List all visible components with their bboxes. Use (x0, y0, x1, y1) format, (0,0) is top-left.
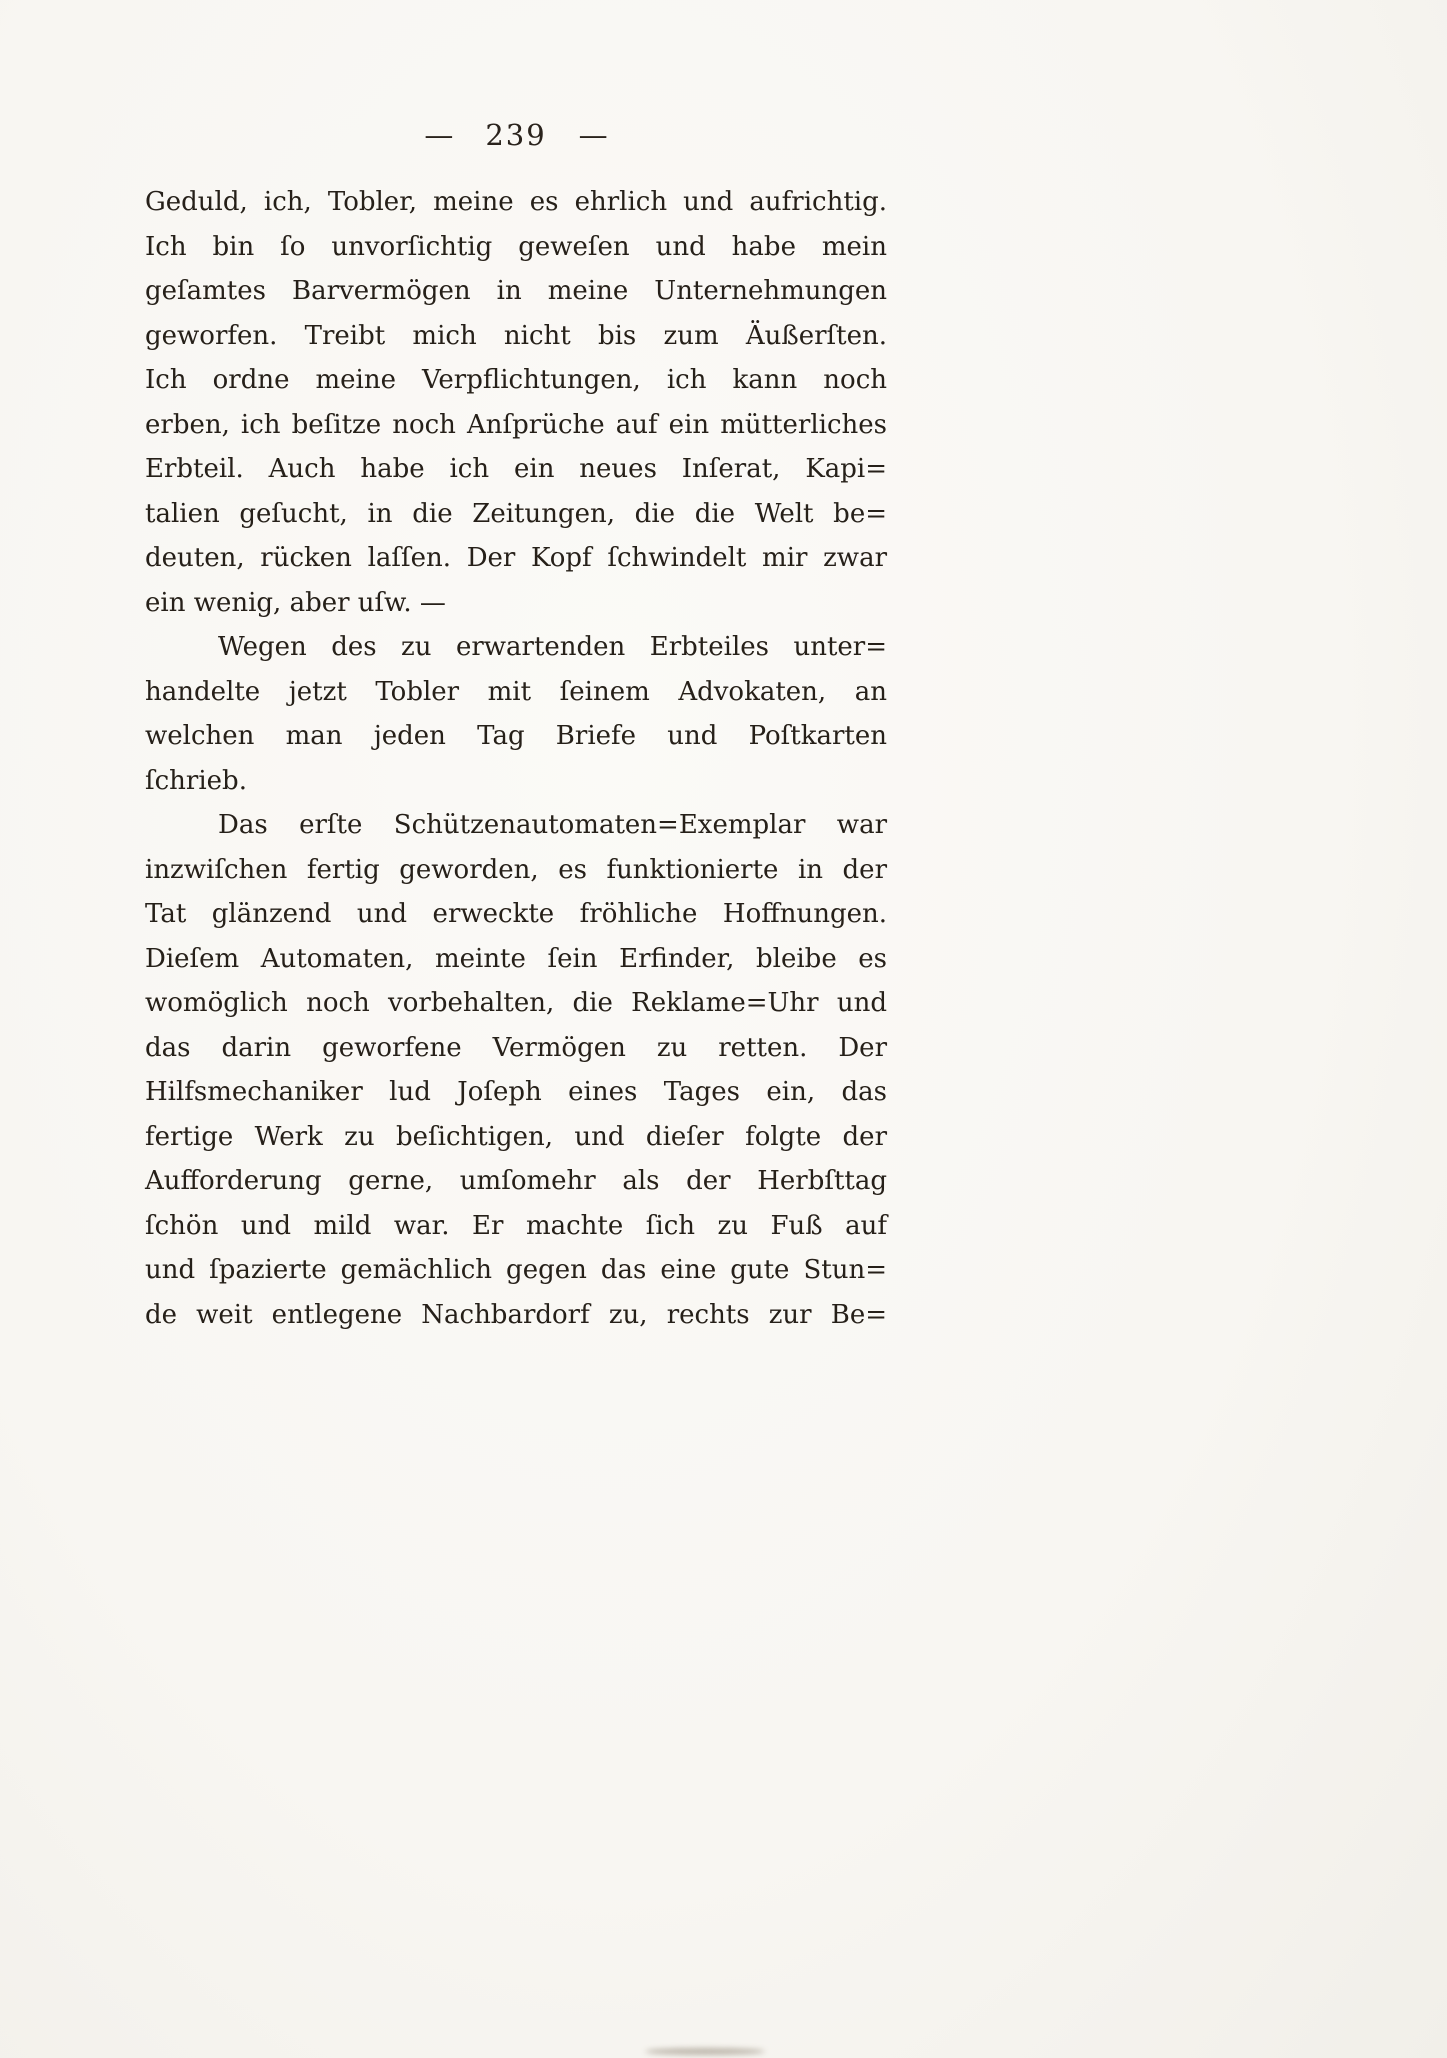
page-edge-shadow (645, 2048, 765, 2055)
text-line: erben, ich beſitze noch Anſprüche auf ein mütterliches (145, 409, 887, 440)
text-line: geſamtes Barvermögen in meine Unternehmungen (145, 276, 887, 306)
text-line: Ich ordne meine Verpflichtungen, ich kann noch (145, 365, 887, 395)
text-line: inzwiſchen fertig geworden, es funktionierte in der (145, 854, 887, 885)
text-line: womöglich noch vorbehalten, die Reklame=Uhr und (145, 988, 887, 1018)
text-line: das darin geworfene Vermögen zu retten. Der (145, 1032, 887, 1063)
text-line: handelte jetzt Tobler mit ſeinem Advokaten, an (145, 676, 887, 707)
text-line: Ich bin ſo unvorſichtig geweſen und habe mein (145, 231, 887, 262)
text-line: Erbteil. Auch habe ich ein neues Inſerat, Kapi= (145, 454, 887, 484)
text-line: Geduld, ich, Tobler, meine es ehrlich und aufrichtig. (145, 187, 887, 217)
text-line: ein wenig, aber uſw. — (145, 587, 446, 618)
text-line: deuten, rücken laſſen. Der Kopf ſchwindelt mir zwar (145, 543, 887, 573)
header-dash-left: — (424, 118, 454, 152)
paragraph-2 (145, 625, 887, 803)
text-line: Wegen des zu erwartenden Erbteiles unter= (218, 632, 887, 662)
text-line: de weit entlegene Nachbardorf zu, rechts zur Be= (145, 1299, 887, 1330)
text-line: welchen man jeden Tag Briefe und Poſtkarten (145, 721, 887, 751)
text-line: Hilfsmechaniker lud Joſeph eines Tages ein, das (145, 1077, 887, 1107)
paragraph-3 (145, 803, 887, 1337)
text-line: Das erſte Schützenautomaten=Exemplar war (218, 810, 887, 840)
text-line: Aufforderung gerne, umſomehr als der Herbſttag (145, 1166, 887, 1196)
text-line: und ſpazierte gemächlich gegen das eine gute Stun= (145, 1255, 887, 1285)
page-number: 239 (485, 118, 547, 152)
paragraph-1 (145, 180, 887, 625)
page-header (145, 112, 887, 158)
text-line: geworfen. Treibt mich nicht bis zum Äußerſten. (145, 320, 887, 351)
text-line: Dieſem Automaten, meinte ſein Erfinder, bleibe es (145, 943, 887, 974)
text-line: ſchön und mild war. Er machte ſich zu Fuß auf (145, 1210, 887, 1241)
text-line: Tat glänzend und erweckte fröhliche Hoffnungen. (145, 899, 887, 929)
text-line: talien geſucht, in die Zeitungen, die die Welt be= (145, 498, 887, 529)
text-block (145, 112, 887, 1337)
header-dash-right: — (578, 118, 608, 152)
text-line: fertige Werk zu beſichtigen, und dieſer folgte der (145, 1121, 887, 1152)
text-line: ſchrieb. (145, 765, 247, 796)
